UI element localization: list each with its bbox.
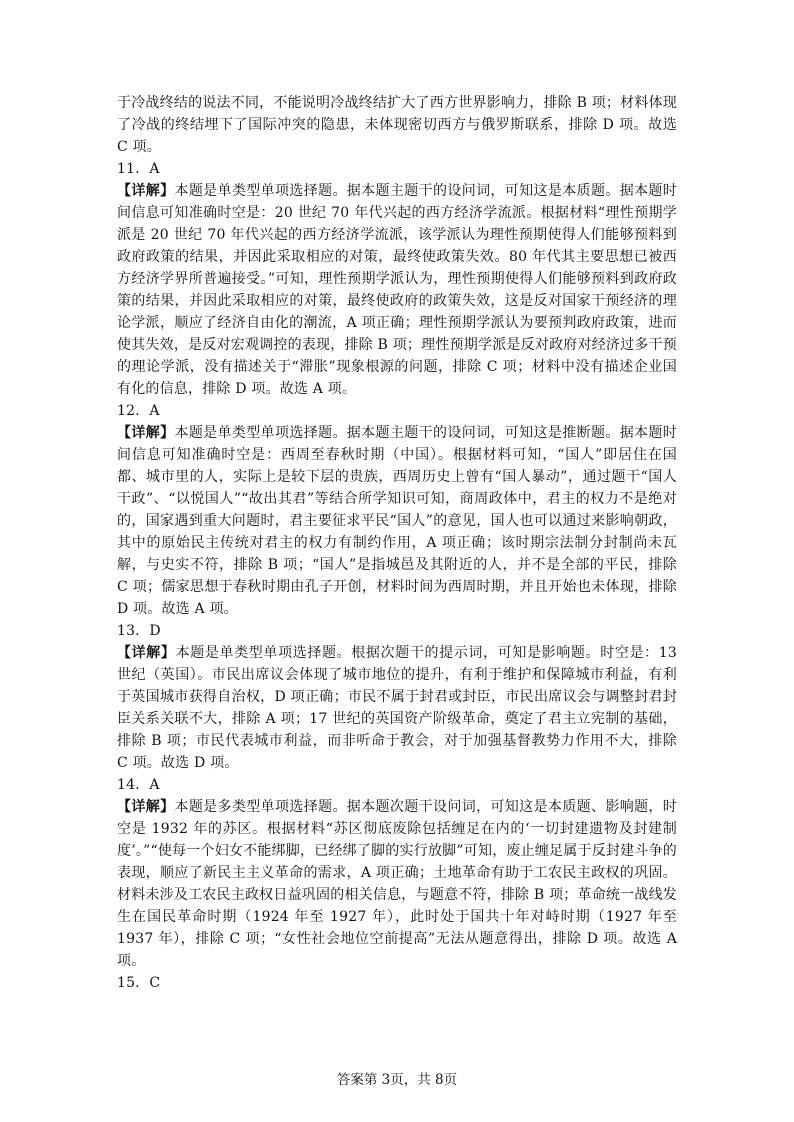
explanation-paragraph <box>117 642 677 774</box>
question-number: 15．C <box>117 975 161 991</box>
question-number: 14．A <box>117 777 160 793</box>
detail-text: 本题是单类型单项选择题。根据次题干的提示词，可知是影响题。时空是：13 世纪（英国）。市民出席议会体现了城市地位的提升，有利于维护和保障城市利益，有利于英国城市获得自治权，D 项正确；市民不属于封君或封臣，市民出席议会与调整封君封臣关系关联不大，排除 A 项；17 世纪的英国资产阶级革命，奠定了君主立宪制的基础，排除 B 项；市民代表城市利益，而非听命于教会，对于加强基督教势力作用不大，排除 C 项。故选 D 项。 <box>117 645 677 771</box>
detail-label: 【详解】 <box>117 645 176 661</box>
question-number: 11．A <box>117 161 160 177</box>
explanation-paragraph <box>117 422 677 620</box>
detail-text: 本题是多类型单项选择题。据本题次题干设问词，可知这是本质题、影响题，时空是 1932 年的苏区。根据材料“苏区彻底废除包括缠足在内的‘一切封建遗物及封建制度’。”“使每一个妇女不能绑脚，已经绑了脚的实行放脚”可知，废止缠足属于反封建斗争的表现，顺应了新民主主义革命的需求，A 项正确；土地革命有助于工农民主政权的巩固。材料未涉及工农民主政权日益巩固的相关信息，与题意不符，排除 B 项；革命统一战线发生在国民革命时期（1924 年至 1927 年），此时处于国共十年对峙时期（1927 年至 1937 年），排除 C 项；“女性社会地位空前提高”无法从题意得出，排除 D 项。故选 A 项。 <box>117 799 677 969</box>
question-number: 13．D <box>117 623 161 639</box>
answer-body <box>117 92 677 994</box>
detail-text: 本题是单类型单项选择题。据本题主题干的设问词，可知这是推断题。据本题时间信息可知准确时空是：西周至春秋时期（中国）。根据材料可知，“国人”即居住在国都、城市里的人，实际上是较下层的贵族，西周历史上曾有“国人暴动”，通过题干“国人干政”、“以悦国人”“故出其君”等结合所学知识可知，商周政体中，君主的权力不是绝对的，国家遇到重大问题时，君主要征求平民“国人”的意见，国人也可以通过来影响朝政，其中的原始民主传统对君主的权力有制约作用，A 项正确；该时期宗法制分封制尚未瓦解，与史实不符，排除 B 项；“国人”是指城邑及其附近的人，并不是全部的平民，排除 C 项；儒家思想于春秋时期由孔子开创，材料时间为西周时期，并且开始也未体现，排除 D 项。故选 A 项。 <box>117 425 677 617</box>
continued-paragraph: 于冷战终结的说法不同，不能说明冷战终结扩大了西方世界影响力，排除 B 项；材料体现了冷战的终结埋下了国际冲突的隐患，未体现密切西方与俄罗斯联系，排除 D 项。故选 C 项。 <box>117 95 677 155</box>
explanation-paragraph <box>117 180 677 400</box>
detail-text: 本题是单类型单项选择题。据本题主题干的设问词，可知这是本质题。据本题时间信息可知准确时空是：20 世纪 70 年代兴起的西方经济学流派。根据材料“理性预期学派是 20 世纪 70 年代兴起的西方经济学流派，该学派认为理性预期使得人们能够预料到政府政策的结果，并因此采取相应的对策，最终使政策失效。80 年代其主要思想已被西方经济学界所普遍接受。”可知，理性预期学派认为，理性预期使得人们能够预料到政府政策的结果，并因此采取相应的对策，最终使政府的政策失效，这是反对国家干预经济的理论学派，顺应了经济自由化的潮流，A 项正确；理性预期学派认为要预判政府政策，进而使其失效，是反对宏观调控的表现，排除 B 项；理性预期学派是反对政府对经济过多干预的理论学派，没有描述关于“滞胀”现象根源的问题，排除 C 项；材料中没有描述企业国有化的信息，排除 D 项。故选 A 项。 <box>117 183 677 397</box>
detail-label: 【详解】 <box>117 183 175 199</box>
page-footer: 答案第 3页，共 8页 <box>336 1072 458 1088</box>
question-number: 12．A <box>117 403 160 419</box>
detail-label: 【详解】 <box>117 799 175 815</box>
detail-label: 【详解】 <box>117 425 175 441</box>
explanation-paragraph <box>117 796 677 972</box>
